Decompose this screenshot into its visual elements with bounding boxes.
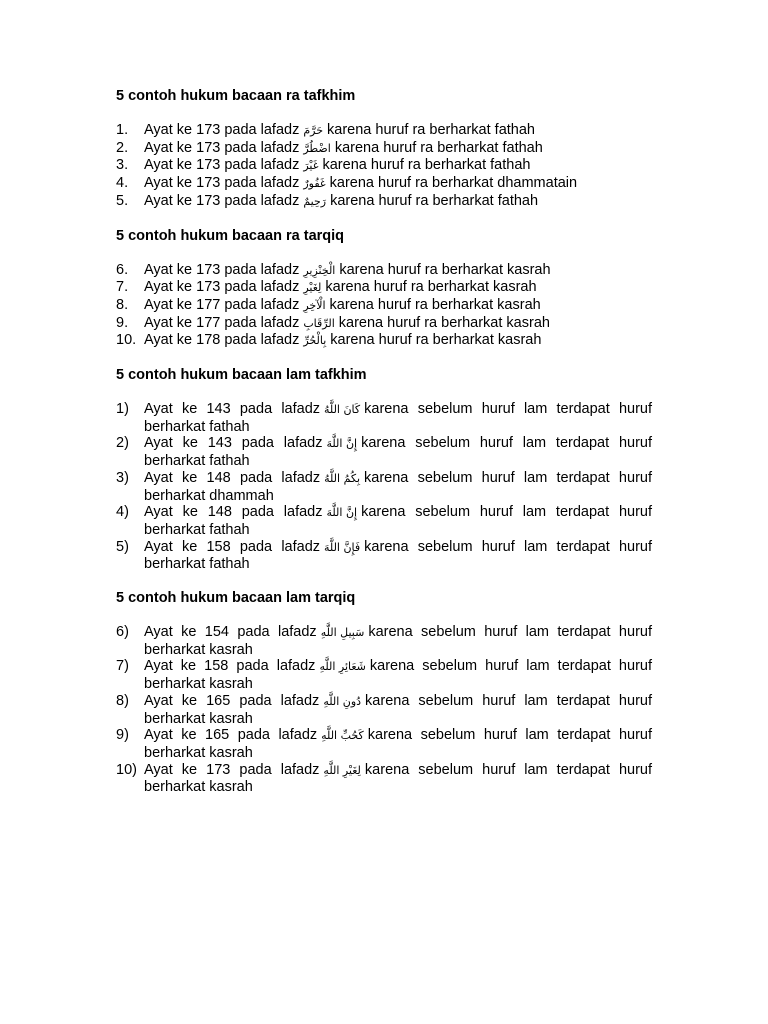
item-explanation: karena huruf ra berharkat fathah — [322, 157, 531, 174]
item-explanation: karena sebelum huruf lam terdapat huruf berharkat kasrah — [144, 727, 652, 761]
section-ra-tarqiq — [116, 228, 652, 351]
arabic-word: اضْطُرَّ — [303, 141, 331, 155]
item-explanation: karena sebelum huruf lam terdapat huruf berharkat fathah — [144, 504, 652, 538]
item-number: 3) — [116, 469, 129, 486]
item-explanation: karena huruf ra berharkat kasrah — [329, 296, 541, 313]
item-text: Ayat ke 148 pada lafadz — [144, 469, 321, 486]
item-number: 2) — [116, 435, 129, 452]
item-explanation: karena sebelum huruf lam terdapat huruf berharkat dhammah — [144, 469, 652, 504]
arabic-word: رَحِيمٌ — [303, 194, 327, 208]
item-list — [116, 401, 652, 573]
item-number: 5) — [116, 538, 129, 555]
list-item — [116, 297, 652, 315]
item-text: Ayat ke 173 pada lafadz — [144, 157, 300, 174]
document-page — [116, 88, 652, 813]
list-item — [116, 332, 652, 350]
section-heading: 5 contoh hukum bacaan lam tarqiq — [116, 590, 356, 607]
item-explanation: karena huruf ra berharkat fathah — [330, 192, 539, 209]
item-number: 1) — [116, 401, 129, 418]
item-explanation: karena huruf ra berharkat kasrah — [330, 332, 542, 349]
section-heading: 5 contoh hukum bacaan ra tafkhim — [116, 88, 356, 104]
item-number: 9. — [116, 314, 129, 331]
arabic-word: غَفُورٌ — [303, 177, 326, 191]
list-item — [116, 727, 652, 761]
item-explanation: karena huruf ra berharkat fathah — [334, 139, 543, 156]
list-item — [116, 435, 652, 469]
item-explanation: karena huruf ra berharkat kasrah — [325, 279, 537, 296]
item-text: Ayat ke 165 pada lafadz — [144, 727, 318, 744]
section-heading: 5 contoh hukum bacaan ra tarqiq — [116, 227, 345, 244]
item-text: Ayat ke 173 pada lafadz — [144, 139, 300, 156]
item-list — [116, 624, 652, 796]
item-text: Ayat ke 173 pada lafadz — [144, 175, 300, 192]
item-list — [116, 122, 652, 211]
arabic-word: سَبِيلِ اللَّهِ — [320, 626, 365, 640]
item-explanation: karena sebelum huruf lam terdapat huruf berharkat fathah — [144, 538, 652, 573]
list-item — [116, 279, 652, 297]
list-item — [116, 175, 652, 193]
item-text: Ayat ke 158 pada lafadz — [144, 538, 321, 555]
arabic-word: شَعَائِرِ اللَّهِ — [319, 660, 366, 674]
item-text: Ayat ke 173 pada lafadz — [144, 261, 300, 278]
section-ra-tafkhim — [116, 88, 652, 211]
list-item — [116, 315, 652, 333]
item-text: Ayat ke 177 pada lafadz — [144, 314, 300, 331]
item-explanation: karena huruf ra berharkat kasrah — [338, 314, 550, 331]
item-text: Ayat ke 143 pada lafadz — [144, 435, 323, 452]
item-text: Ayat ke 165 pada lafadz — [144, 692, 320, 709]
item-number: 4) — [116, 504, 129, 521]
arabic-word: غَيْرَ — [303, 159, 319, 173]
list-item — [116, 470, 652, 504]
item-explanation: karena huruf ra berharkat dhammatain — [329, 175, 578, 192]
item-number: 10. — [116, 332, 137, 349]
item-number: 2. — [116, 139, 129, 156]
item-text: Ayat ke 173 pada lafadz — [144, 122, 300, 138]
arabic-word: الْآخِرِ — [303, 298, 326, 312]
item-number: 8) — [116, 692, 129, 709]
section-heading: 5 contoh hukum bacaan lam tafkhim — [116, 367, 367, 384]
list-item — [116, 122, 652, 140]
list-item — [116, 401, 652, 435]
section-lam-tafkhim — [116, 367, 652, 573]
list-item — [116, 262, 652, 280]
item-text: Ayat ke 143 pada lafadz — [144, 401, 321, 418]
item-explanation: karena sebelum huruf lam terdapat huruf berharkat fathah — [144, 401, 652, 435]
arabic-word: لِغَيْرِ اللَّهِ — [323, 763, 361, 777]
list-item — [116, 193, 652, 211]
arabic-word: كَحُبِّ اللَّهِ — [321, 729, 364, 743]
arabic-word: لِغَيْرِ — [303, 281, 322, 295]
item-text: Ayat ke 158 pada lafadz — [144, 658, 316, 675]
item-text: Ayat ke 148 pada lafadz — [144, 504, 323, 521]
item-explanation: karena sebelum huruf lam terdapat huruf berharkat fathah — [144, 435, 652, 470]
item-text: Ayat ke 178 pada lafadz — [144, 332, 300, 349]
list-item — [116, 504, 652, 538]
list-item — [116, 658, 652, 692]
list-item — [116, 157, 652, 175]
item-text: Ayat ke 173 pada lafadz — [144, 279, 300, 296]
arabic-word: الْخِنْزِيرِ — [303, 263, 336, 277]
section-lam-tarqiq — [116, 590, 652, 796]
item-text: Ayat ke 154 pada lafadz — [144, 624, 317, 641]
item-number: 6. — [116, 261, 129, 278]
item-explanation: karena sebelum huruf lam terdapat huruf berharkat kasrah — [144, 692, 652, 727]
item-text: Ayat ke 173 pada lafadz — [144, 192, 300, 209]
list-item — [116, 762, 652, 796]
list-item — [116, 539, 652, 573]
arabic-word: إِنَّ اللَّهَ — [326, 506, 358, 520]
arabic-word: بِكُمُ اللَّهُ — [324, 471, 361, 485]
arabic-word: دُونِ اللَّهِ — [323, 694, 362, 708]
arabic-word: فَإِنَّ اللَّهَ — [324, 540, 361, 554]
item-number: 7) — [116, 658, 129, 675]
list-item — [116, 693, 652, 727]
item-explanation: karena sebelum huruf lam terdapat huruf berharkat kasrah — [144, 658, 652, 693]
arabic-word: إِنَّ اللَّهَ — [326, 437, 358, 451]
item-explanation: karena sebelum huruf lam terdapat huruf berharkat kasrah — [144, 761, 652, 796]
item-number: 10) — [116, 761, 137, 778]
item-text: Ayat ke 177 pada lafadz — [144, 296, 300, 313]
list-item — [116, 624, 652, 658]
item-number: 4. — [116, 175, 129, 192]
item-number: 1. — [116, 122, 129, 138]
arabic-word: الرِّقَابِ — [303, 316, 335, 330]
item-explanation: karena huruf ra berharkat fathah — [327, 122, 535, 138]
list-item — [116, 140, 652, 158]
item-explanation: karena huruf ra berharkat kasrah — [339, 261, 551, 278]
arabic-word: كَانَ اللَّهُ — [324, 403, 361, 417]
arabic-word: بِالْحُرِّ — [303, 334, 327, 348]
item-list — [116, 262, 652, 351]
item-explanation: karena sebelum huruf lam terdapat huruf berharkat kasrah — [144, 624, 652, 658]
item-number: 7. — [116, 279, 129, 296]
item-number: 3. — [116, 157, 129, 174]
item-number: 6) — [116, 624, 129, 641]
item-number: 5. — [116, 192, 129, 209]
item-text: Ayat ke 173 pada lafadz — [144, 761, 320, 778]
arabic-word: حَرَّمَ — [303, 124, 324, 137]
item-number: 9) — [116, 727, 129, 744]
item-number: 8. — [116, 296, 129, 313]
